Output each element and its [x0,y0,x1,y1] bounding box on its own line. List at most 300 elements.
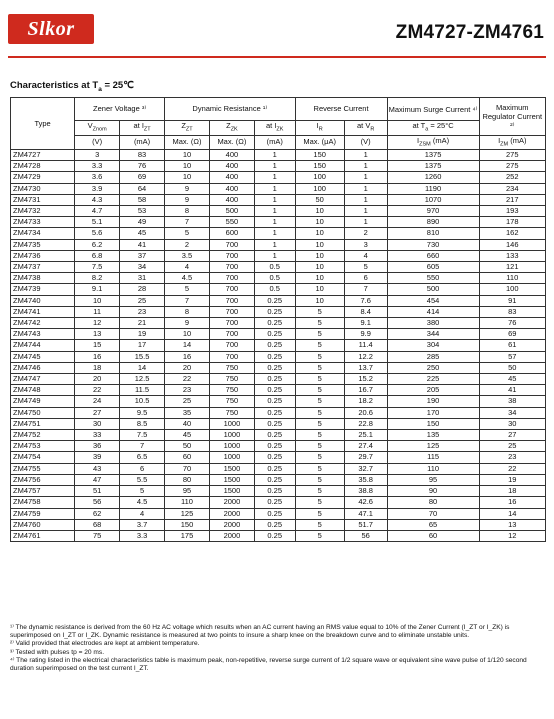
param-vz: $V_{Znom}$ [75,121,120,136]
table-cell: 400 [209,183,254,194]
table-cell: 5 [295,430,344,441]
table-cell: 700 [209,284,254,295]
table-cell: 125 [165,508,210,519]
group-zener-voltage: Zener Voltage ³⁾ [75,98,165,121]
table-cell: 10 [75,295,120,306]
table-cell: 22.8 [344,418,387,429]
table-row [11,430,546,441]
table-row [11,418,546,429]
table-cell: 60 [387,530,479,541]
table-cell: 12 [75,318,120,329]
table-cell: 91 [479,295,545,306]
table-cell: 11.5 [120,385,165,396]
table-cell: 1 [254,150,295,161]
table-cell: 1 [254,217,295,228]
header-row-params [11,121,546,136]
cell-type: ZM4752 [11,430,75,441]
unit-vz: (V) [75,135,120,150]
table-cell: 8.5 [120,418,165,429]
table-row [11,295,546,306]
table-cell: 1500 [209,474,254,485]
table-cell: 23 [120,306,165,317]
table-cell: 12 [479,530,545,541]
table-row [11,519,546,530]
table-cell: 110 [479,273,545,284]
table-cell: 10 [295,239,344,250]
table-cell: 700 [209,239,254,250]
cell-type: ZM4738 [11,273,75,284]
table-cell: 76 [120,161,165,172]
table-cell: 18.2 [344,396,387,407]
param-zzt: $Z_{ZT}$ [165,121,210,136]
unit-izm: $I_{ZM}$ (mA) [479,135,545,150]
table-cell: 1375 [387,150,479,161]
table-cell: 10.5 [120,396,165,407]
table-cell: 22 [75,385,120,396]
table-cell: 5 [295,362,344,373]
table-row [11,497,546,508]
table-cell: 38 [479,396,545,407]
table-cell: 4 [165,262,210,273]
table-cell: 700 [209,262,254,273]
table-cell: 193 [479,206,545,217]
table-cell: 68 [75,519,120,530]
table-cell: 400 [209,150,254,161]
table-cell: 10 [295,284,344,295]
table-row [11,329,546,340]
table-cell: 10 [295,217,344,228]
table-cell: 0.25 [254,318,295,329]
table-cell: 33 [75,430,120,441]
cell-type: ZM4755 [11,463,75,474]
cell-type: ZM4747 [11,374,75,385]
table-cell: 700 [209,295,254,306]
table-cell: 1 [254,206,295,217]
table-cell: 700 [209,306,254,317]
table-cell: 47.1 [344,508,387,519]
table-cell: 20 [75,374,120,385]
table-cell: 22 [165,374,210,385]
table-cell: 1 [254,228,295,239]
cell-type: ZM4754 [11,452,75,463]
table-cell: 1000 [209,418,254,429]
cell-type: ZM4758 [11,497,75,508]
cell-type: ZM4749 [11,396,75,407]
table-row [11,306,546,317]
table-cell: 60 [165,452,210,463]
table-cell: 285 [387,351,479,362]
table-cell: 20 [165,362,210,373]
table-cell: 8 [165,306,210,317]
cell-type: ZM4740 [11,295,75,306]
table-cell: 0.5 [254,273,295,284]
param-ta: at $T_a = 25^\circ C$ [387,121,479,136]
table-body [11,150,546,542]
table-cell: 500 [387,284,479,295]
table-cell: 1 [254,194,295,205]
table-cell: 31 [120,273,165,284]
table-cell: 13 [479,519,545,530]
table-cell: 83 [120,150,165,161]
table-cell: 10 [295,295,344,306]
table-cell: 34 [120,262,165,273]
group-regulator-current: Maximum Regulator Current ²⁾ [479,98,545,136]
table-cell: 50 [165,441,210,452]
cell-type: ZM4730 [11,183,75,194]
table-cell: 1000 [209,452,254,463]
cell-type: ZM4746 [11,362,75,373]
param-vr: at $V_R$ [344,121,387,136]
table-cell: 37 [120,250,165,261]
table-cell: 3.9 [75,183,120,194]
table-cell: 23 [479,452,545,463]
table-cell: 95 [165,486,210,497]
table-cell: 30 [75,418,120,429]
unit-vr: (V) [344,135,387,150]
table-row [11,250,546,261]
table-cell: 7 [344,284,387,295]
cell-type: ZM4750 [11,407,75,418]
table-cell: 27.4 [344,441,387,452]
table-cell: 35.8 [344,474,387,485]
table-cell: 700 [209,351,254,362]
table-cell: 0.25 [254,508,295,519]
table-row [11,530,546,541]
table-cell: 9 [165,183,210,194]
table-cell: 9.5 [120,407,165,418]
table-cell: 0.5 [254,284,295,295]
group-reverse-current: Reverse Current [295,98,387,121]
table-cell: 0.25 [254,497,295,508]
table-cell: 24 [75,396,120,407]
cell-type: ZM4736 [11,250,75,261]
table-cell: 5 [295,474,344,485]
table-cell: 32.7 [344,463,387,474]
table-cell: 890 [387,217,479,228]
table-cell: 36 [75,441,120,452]
table-cell: 28 [120,284,165,295]
table-cell: 80 [387,497,479,508]
table-cell: 1190 [387,183,479,194]
table-cell: 34 [479,407,545,418]
table-cell: 5 [295,519,344,530]
table-cell: 69 [120,172,165,183]
table-cell: 70 [165,463,210,474]
cell-type: ZM4732 [11,206,75,217]
table-cell: 49 [120,217,165,228]
table-cell: 9.1 [75,284,120,295]
table-cell: 17 [120,340,165,351]
col-type: Type [11,98,75,150]
table-cell: 45 [120,228,165,239]
table-cell: 80 [165,474,210,485]
table-cell: 700 [209,340,254,351]
table-cell: 0.25 [254,463,295,474]
table-cell: 190 [387,396,479,407]
table-cell: 20.6 [344,407,387,418]
table-cell: 42.6 [344,497,387,508]
table-cell: 0.25 [254,295,295,306]
param-izt: at $I_{ZT}$ [120,121,165,136]
cell-type: ZM4760 [11,519,75,530]
table-cell: 21 [120,318,165,329]
table-cell: 205 [387,385,479,396]
table-cell: 75 [75,530,120,541]
table-cell: 5 [295,441,344,452]
header-row-units [11,135,546,150]
table-cell: 550 [387,273,479,284]
table-cell: 414 [387,306,479,317]
group-surge-current: Maximum Surge Current ⁴⁾ [387,98,479,121]
table-cell: 83 [479,306,545,317]
table-cell: 0.25 [254,530,295,541]
table-cell: 810 [387,228,479,239]
table-cell: 4.3 [75,194,120,205]
table-cell: 1375 [387,161,479,172]
table-cell: 3.5 [165,250,210,261]
table-cell: 5 [295,340,344,351]
table-cell: 4.5 [120,497,165,508]
table-cell: 146 [479,239,545,250]
table-cell: 9.9 [344,329,387,340]
footnote-4: ⁴⁾ The rating listed in the electrical characteristics table is maximum peak, non-repetitive, reverse surge current of 1/2 square wave or equivalent sine wave pulse of 1/120 second duration superimposed on the test current I_ZT. [10,656,527,673]
table-cell: 29.7 [344,452,387,463]
table-cell: 5 [295,306,344,317]
table-cell: 1000 [209,430,254,441]
table-cell: 150 [295,150,344,161]
footnote-3: ³⁾ Tested with pulses tp = 20 ms. [10,648,105,656]
table-cell: 22 [479,463,545,474]
table-caption: Characteristics at $T_a$ = 25℃ [10,80,134,93]
table-cell: 1 [254,239,295,250]
table-cell: 400 [209,194,254,205]
table-cell: 12.5 [120,374,165,385]
table-cell: 64 [120,183,165,194]
table-cell: 45 [165,430,210,441]
table-cell: 0.25 [254,362,295,373]
table-cell: 178 [479,217,545,228]
table-row [11,206,546,217]
table-cell: 1 [344,161,387,172]
table-cell: 225 [387,374,479,385]
table-row [11,441,546,452]
table-cell: 10 [165,161,210,172]
table-cell: 11 [75,306,120,317]
table-cell: 304 [387,340,479,351]
unit-izt: (mA) [120,135,165,150]
cell-type: ZM4744 [11,340,75,351]
table-cell: 1260 [387,172,479,183]
table-row [11,407,546,418]
table-cell: 275 [479,161,545,172]
cell-type: ZM4748 [11,385,75,396]
table-cell: 41 [120,239,165,250]
table-cell: 4.7 [75,206,120,217]
table-cell: 25 [120,295,165,306]
part-number-title: ZM4727-ZM4761 [395,22,544,43]
table-cell: 25.1 [344,430,387,441]
table-cell: 100 [479,284,545,295]
unit-izsm: $I_{ZSM}$ (mA) [387,135,479,150]
table-cell: 170 [387,407,479,418]
table-cell: 1 [344,194,387,205]
table-cell: 56 [344,530,387,541]
table-cell: 400 [209,161,254,172]
table-row [11,284,546,295]
table-cell: 2 [344,228,387,239]
table-cell: 10 [165,172,210,183]
table-cell: 0.25 [254,441,295,452]
table-cell: 1 [254,172,295,183]
table-cell: 0.25 [254,418,295,429]
unit-ir: Max. (μA) [295,135,344,150]
table-cell: 16 [75,351,120,362]
table-cell: 1070 [387,194,479,205]
table-cell: 23 [165,385,210,396]
table-cell: 5 [295,374,344,385]
table-cell: 700 [209,318,254,329]
table-cell: 0.25 [254,430,295,441]
table-cell: 8.4 [344,306,387,317]
table-cell: 1500 [209,486,254,497]
param-zzk: $Z_{ZK}$ [209,121,254,136]
table-cell: 115 [387,452,479,463]
table-cell: 5 [295,497,344,508]
table-cell: 5 [344,262,387,273]
table-cell: 5 [295,508,344,519]
table-cell: 1 [344,206,387,217]
table-row [11,273,546,284]
table-cell: 700 [209,250,254,261]
table-cell: 454 [387,295,479,306]
table-cell: 3 [75,150,120,161]
cell-type: ZM4733 [11,217,75,228]
table-cell: 5 [295,463,344,474]
table-cell: 50 [479,362,545,373]
table-cell: 1000 [209,441,254,452]
table-cell: 1 [344,183,387,194]
table-cell: 1 [344,217,387,228]
table-cell: 65 [387,519,479,530]
table-cell: 2 [165,239,210,250]
table-row [11,194,546,205]
table-cell: 121 [479,262,545,273]
table-cell: 5 [295,329,344,340]
table-cell: 14 [165,340,210,351]
header-row-groups [11,98,546,121]
table-cell: 19 [120,329,165,340]
table-cell: 9 [165,194,210,205]
table-cell: 58 [120,194,165,205]
table-cell: 10 [295,228,344,239]
footnotes [10,624,544,673]
table-cell: 2000 [209,530,254,541]
table-cell: 7.5 [120,430,165,441]
table-cell: 5 [295,351,344,362]
param-ir: $I_R$ [295,121,344,136]
table-cell: 5 [295,530,344,541]
cell-type: ZM4742 [11,318,75,329]
unit-zzk: Max. (Ω) [209,135,254,150]
table-cell: 7.5 [75,262,120,273]
table-cell: 110 [387,463,479,474]
table-cell: 9 [165,318,210,329]
table-cell: 16 [479,497,545,508]
table-cell: 35 [165,407,210,418]
table-cell: 0.25 [254,396,295,407]
table-cell: 0.25 [254,374,295,385]
table-cell: 1 [344,172,387,183]
table-row [11,463,546,474]
table-cell: 6 [344,273,387,284]
table-cell: 4 [344,250,387,261]
table-cell: 0.25 [254,452,295,463]
table-cell: 5 [295,452,344,463]
cell-type: ZM4739 [11,284,75,295]
table-cell: 10 [295,206,344,217]
table-cell: 5 [295,385,344,396]
table-cell: 970 [387,206,479,217]
footnote-1: ¹⁾ The dynamic resistance is derived from the 60 Hz AC voltage which results when an AC current having an RMS value equal to 10% of the Zener Current (I_ZT or I_ZK) is superimposed on I_ZT or I_ZK. Dynamic resistance is measured at two points to insure a sharp knee on the breakdown curve and to eliminate unstable units. [10,624,510,640]
cell-type: ZM4734 [11,228,75,239]
table-cell: 8.2 [75,273,120,284]
table-cell: 175 [165,530,210,541]
table-cell: 2000 [209,508,254,519]
cell-type: ZM4728 [11,161,75,172]
unit-zzt: Max. (Ω) [165,135,210,150]
cell-type: ZM4757 [11,486,75,497]
table-cell: 5 [295,486,344,497]
table-row [11,318,546,329]
table-cell: 750 [209,385,254,396]
table-cell: 47 [75,474,120,485]
table-cell: 5 [120,486,165,497]
cell-type: ZM4745 [11,351,75,362]
table-cell: 25 [165,396,210,407]
table-cell: 5.5 [120,474,165,485]
table-cell: 50 [295,194,344,205]
table-cell: 6.5 [120,452,165,463]
table-cell: 1500 [209,463,254,474]
table-cell: 10 [295,273,344,284]
table-cell: 0.25 [254,351,295,362]
table-cell: 4.5 [165,273,210,284]
table-row [11,385,546,396]
table-row [11,508,546,519]
table-cell: 700 [209,329,254,340]
table-row [11,228,546,239]
table-cell: 7.6 [344,295,387,306]
footnote-2: ²⁾ Valid provided that electrodes are kept at ambient temperature. [10,640,200,648]
table-cell: 61 [479,340,545,351]
table-cell: 133 [479,250,545,261]
table-cell: 10 [165,329,210,340]
table-cell: 3.7 [120,519,165,530]
table-cell: 550 [209,217,254,228]
table-cell: 7 [120,441,165,452]
table-cell: 5 [295,318,344,329]
table-cell: 43 [75,463,120,474]
table-cell: 3 [344,239,387,250]
table-cell: 250 [387,362,479,373]
table-row [11,362,546,373]
table-cell: 5 [165,228,210,239]
table-cell: 14 [120,362,165,373]
table-cell: 600 [209,228,254,239]
table-cell: 6.2 [75,239,120,250]
table-cell: 162 [479,228,545,239]
table-cell: 62 [75,508,120,519]
